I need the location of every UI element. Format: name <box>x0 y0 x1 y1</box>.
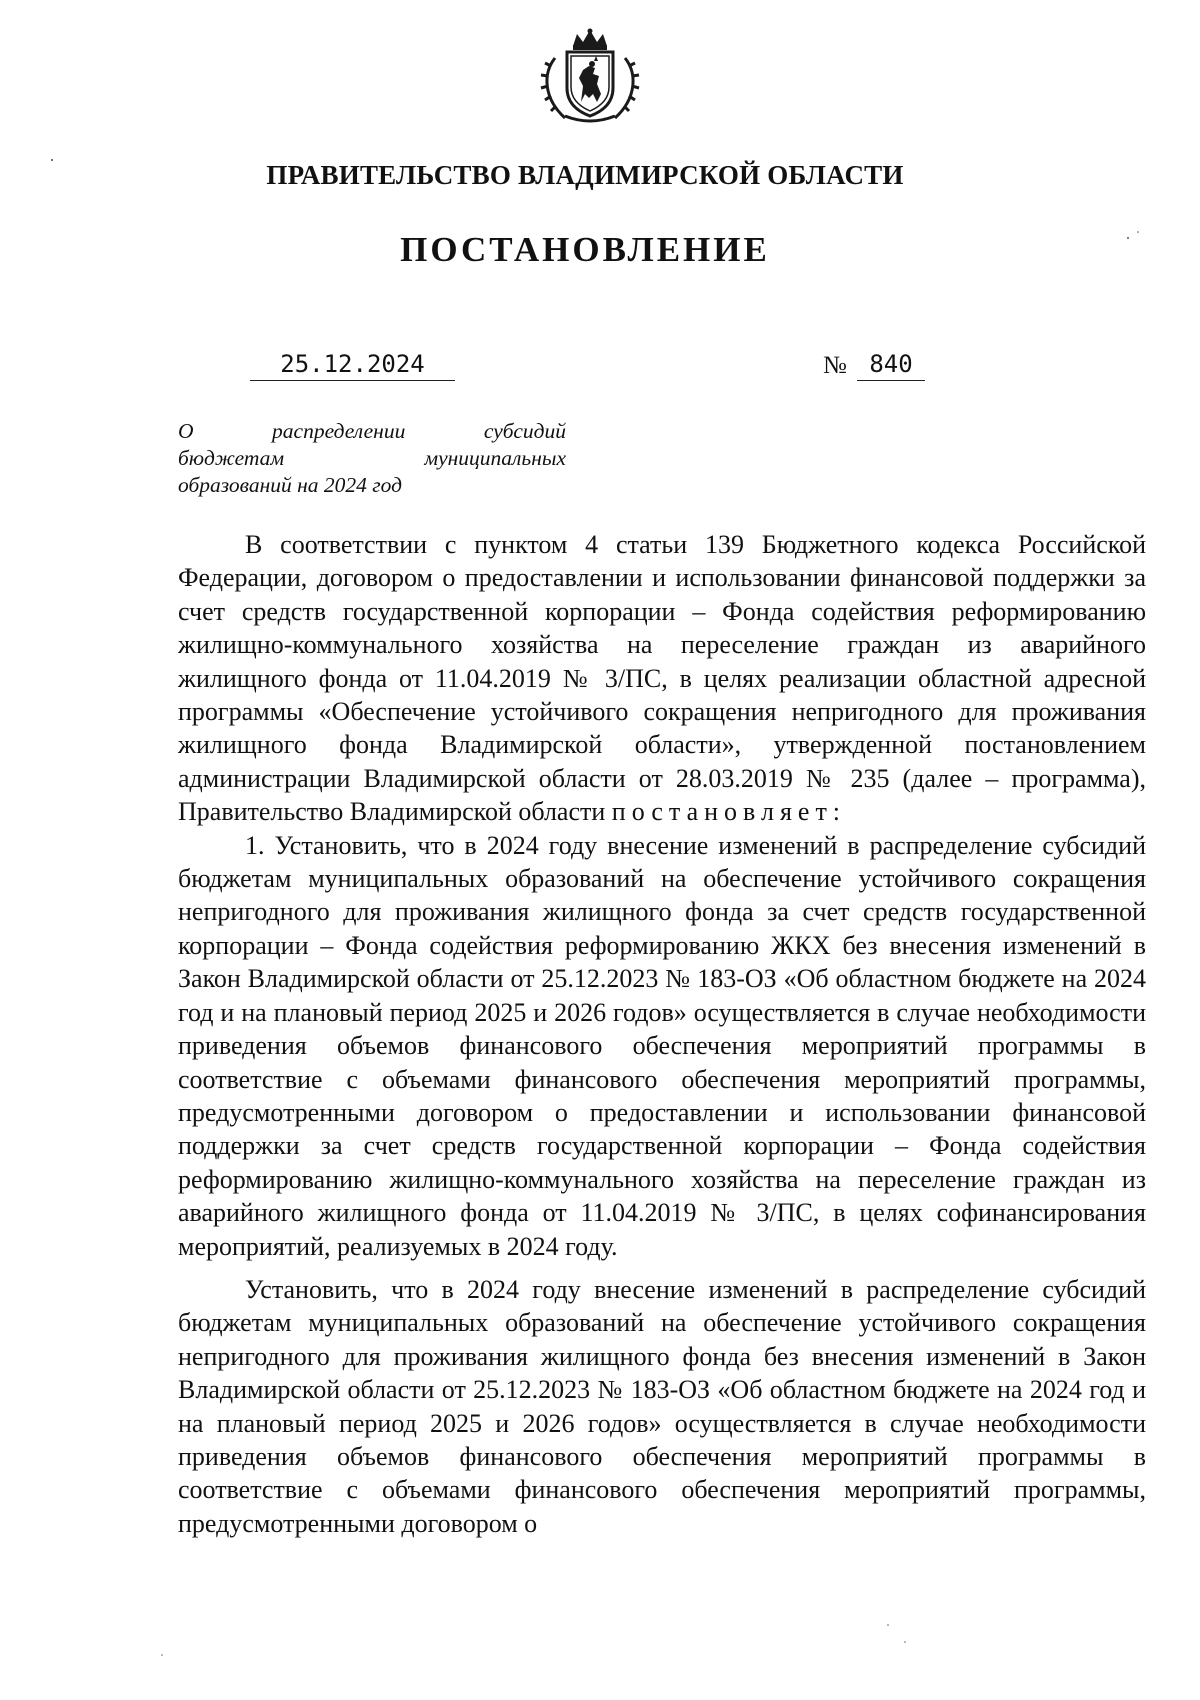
document-number: 840 <box>857 350 925 381</box>
item-1-paragraph: 1. Установить, что в 2024 году внесение изменений в распределение субсидий бюджетам муниципальных образований на обеспечение устойчивого сокращения непригодного для проживания жилищного фонда за счет средств государственной корпорации – Фонда содействия реформированию ЖКХ без внесения изменений в Закон Владимирской области от 25.12.2023 № 183-ОЗ «Об областном бюджете на 2024 год и на плановый период 2025 и 2026 годов» осуществляется в случае необходимости приведения объемов финансового обеспечения мероприятий программы в соответствие с объемами финансового обеспечения мероприятий программы, предусмотренными договором о предоставлении и использовании финансовой поддержки за счет средств государственной корпорации – Фонда содействия реформированию жилищно-коммунального хозяйства на переселение граждан из аварийного жилищного фонда от 11.04.2019 № 3/ПС, в целях софинансирования мероприятий, реализуемых в 2024 году. <box>178 830 1146 1261</box>
preamble-text: В соответствии с пунктом 4 статьи 139 Бюджетного кодекса Российской Федерации, договором о предоставлении и использовании финансовой поддержки за счет средств государственной корпорации – Фонда содействия реформированию жилищно-коммунального хозяйства на переселение граждан из аварийного жилищного фонда от 11.04.2019 № 3/ПС, в целях реализации областной адресной программы «Обеспечение устойчивого сокращения непригодного для проживания жилищного фонда Владимирской области», утвержденной постановлением администрации Владимирской области от 28.03.2019 № 235 (далее – программа), Правительство Владимирской области <box>178 530 1146 827</box>
document-number-label: № <box>823 352 847 379</box>
document-type-title: ПОСТАНОВЛЕНИЕ <box>400 230 770 269</box>
subject-line: образований на 2024 год <box>178 473 403 497</box>
preamble-paragraph <box>178 528 1146 829</box>
subject-line: бюджетам муниципальных <box>178 446 566 470</box>
decree-word: постановляет: <box>611 797 847 827</box>
document-subject <box>178 418 566 499</box>
vladimir-coat-of-arms-icon <box>535 28 645 126</box>
item-2-paragraph: Установить, что в 2024 году внесение изменений в распределение субсидий бюджетам муниципальных образований на обеспечение устойчивого сокращения непригодного для проживания жилищного фонда без внесения изменений в Закон Владимирской области от 25.12.2023 № 183-ОЗ «Об областном бюджете на 2024 год и на плановый период 2025 и 2026 годов» осуществляется в случае необходимости приведения объемов финансового обеспечения мероприятий программы в соответствие с объемами финансового обеспечения мероприятий программы, предусмотренными договором о <box>178 1274 1146 1538</box>
government-title: ПРАВИТЕЛЬСТВО ВЛАДИМИРСКОЙ ОБЛАСТИ <box>266 160 904 190</box>
subject-line: О распределении субсидий <box>178 419 566 443</box>
document-date: 25.12.2024 <box>250 350 455 381</box>
document-body <box>178 528 1146 1540</box>
